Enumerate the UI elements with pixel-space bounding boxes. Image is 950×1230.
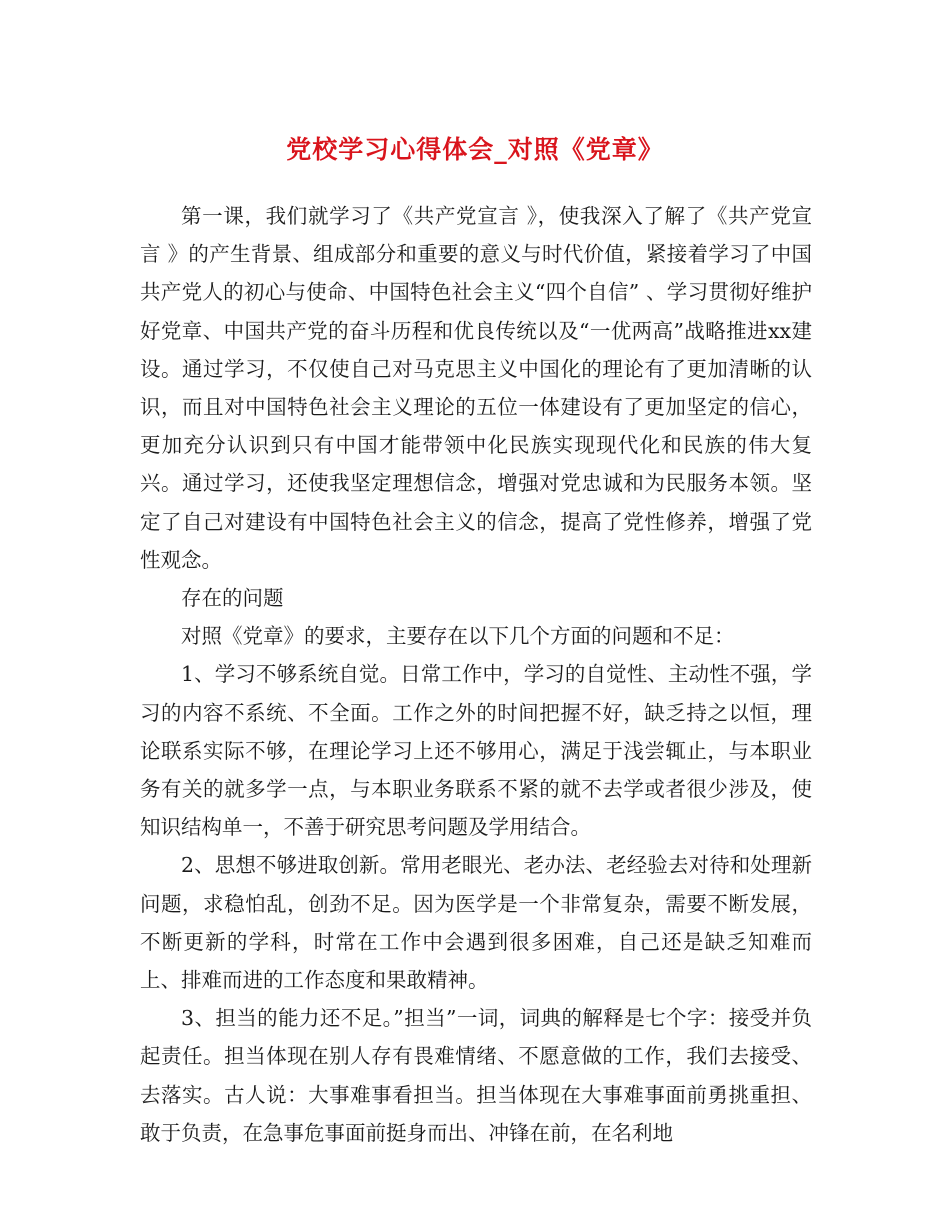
paragraph-problem-2: 2、思想不够进取创新。常用老眼光、老办法、老经验去对待和处理新问题，求稳怕乱，创劲不足。因为医学是一个非常复杂，需要不断发展，不断更新的学科，时常在工作中会遇到很多困难，自己还是缺乏知难而上、排难而进的工作态度和果敢精神。 (140, 853, 812, 993)
document-body (140, 197, 812, 1152)
paragraph-problem-1: 1、学习不够系统自觉。日常工作中，学习的自觉性、主动性不强，学习的内容不系统、不全面。工作之外的时间把握不好，缺乏持之以恒，理论联系实际不够，在理论学习上还不够用心，满足于浅尝辄止，与本职业务有关的就多学一点，与本职业务联系不紧的就不去学或者很少涉及，使知识结构单一，不善于研究思考问题及学用结合。 (140, 662, 812, 840)
paragraph-heading-problems: 存在的问题 (181, 586, 284, 611)
paragraph-intro: 第一课，我们就学习了《共产党宣言 》，使我深入了解了《共产党宣言 》的产生背景、组成部分和重要的意义与时代价值，紧接着学习了中国共产党人的初心与使命、中国特色社会主义“四个自信” 、学习贯彻好维护好党章、中国共产党的奋斗历程和优良传统以及“一优两高”战略推进xx建设。通过学习，不仅使自己对马克思主义中国化的理论有了更加清晰的认识，而且对中国特色社会主义理论的五位一体建设有了更加坚定的信心，更加充分认识到只有中国才能带领中化民族实现现代化和民族的伟大复兴。通过学习，还使我坚定理想信念，增强对党忠诚和为民服务本领。坚定了自己对建设有中国特色社会主义的信念，提高了党性修养，增强了党性观念。 (140, 204, 812, 572)
paragraph-problems-lead: 对照《党章》的要求，主要存在以下几个方面的问题和不足： (181, 624, 735, 649)
document-title: 党校学习心得体会_对照《党章》 (286, 135, 664, 164)
paragraph-problem-3: 3、担当的能力还不足。”担当”一词，词典的解释是七个字：接受并负起责任。担当体现在别人存有畏难情绪、不愿意做的工作，我们去接受、去落实。古人说：大事难事看担当。担当体现在大事难事面前勇挑重担、敢于负责，在急事危事面前挺身而出、冲锋在前，在名利地 (140, 1006, 812, 1145)
